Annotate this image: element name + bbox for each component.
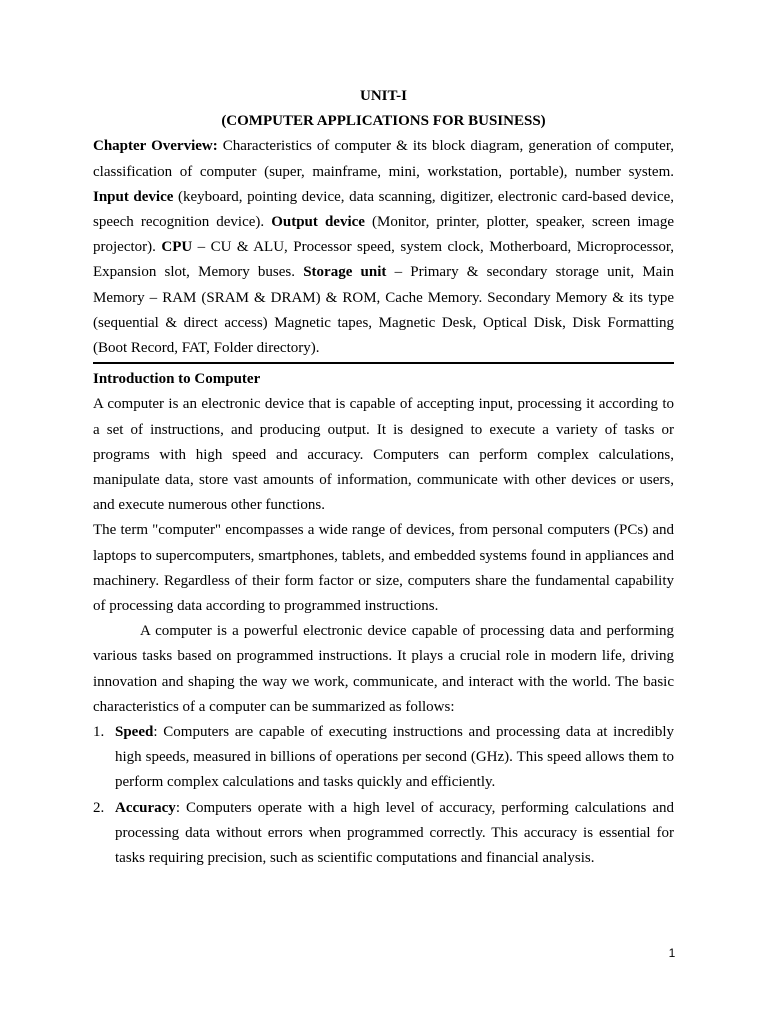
unit-subtitle: (COMPUTER APPLICATIONS FOR BUSINESS) [221, 113, 546, 130]
list-item-term: Accuracy [115, 799, 176, 816]
intro-paragraph-3: A computer is a powerful electronic device capable of processing data and performing various tasks based on programmed instructions. It plays a crucial role in modern life, driving innovation and shaping the way we work, communicate, and interact with the world. The basic characteristics of a computer can be summarized as follows: [93, 623, 674, 715]
characteristics-list [93, 720, 674, 871]
cpu-label: CPU [161, 239, 193, 256]
input-device-text: (keyboard, pointing device, data scanning, digitizer, electronic card-based device, speech recognition device). [93, 188, 675, 231]
input-device-label: Input device [93, 188, 174, 205]
list-item [93, 720, 674, 796]
chapter-overview [93, 134, 674, 364]
list-item-term: Speed [115, 724, 154, 741]
document-page [93, 84, 674, 871]
intro-paragraph-1: A computer is an electronic device that is capable of accepting input, processing it according to a set of instructions, and producing output. It is designed to execute a variety of tasks or programs with high speed and accuracy. Computers can perform complex calculations, manipulate data, store vast amounts of information, communicate with other devices or users, and execute numerous other functions. [93, 396, 674, 514]
list-item [93, 796, 674, 872]
list-item-text: : Computers are capable of executing instructions and processing data at incredibly high speeds, measured in billions of operations per second (GHz). This speed allows them to perform complex calculations and tasks quickly and efficiently. [115, 724, 674, 791]
output-device-label: Output device [271, 214, 365, 231]
unit-title: UNIT-I [360, 88, 407, 104]
list-item-number: 2. [93, 799, 105, 816]
storage-unit-text: – Primary & secondary storage unit, Main Memory – RAM (SRAM & DRAM) & ROM, Cache Memory. Secondary Memory & its type (sequential & direct access) Magnetic tapes, Magnetic Desk, Optical Disk, Disk Formatting (Boot Record, FAT, Folder directory). [93, 264, 674, 357]
storage-unit-label: Storage unit [303, 264, 387, 281]
section-heading: Introduction to Computer [93, 371, 261, 388]
cpu-text: – CU & ALU, Processor speed, system clock, Motherboard, Microprocessor, Expansion slot, Memory buses. [93, 239, 675, 281]
list-item-text: : Computers operate with a high level of accuracy, performing calculations and processing data without errors when programmed correctly. This accuracy is essential for tasks requiring precision, such as scientific computations and financial analysis. [115, 799, 674, 867]
intro-paragraph-2: The term "computer" encompasses a wide range of devices, from personal computers (PCs) and laptops to supercomputers, smartphones, tablets, and embedded systems found in appliances and machinery. Regardless of their form factor or size, computers share the fundamental capability of processing data according to programmed instructions. [93, 522, 674, 615]
overview-text: Characteristics of computer & its block diagram, generation of computer, classification of computer (super, mainframe, mini, workstation, portable), number system. [93, 138, 674, 180]
output-device-text: (Monitor, printer, plotter, speaker, screen image projector). [93, 214, 674, 256]
overview-label: Chapter Overview: [93, 138, 218, 155]
list-item-number: 1. [93, 724, 105, 741]
page-number: 1 [668, 946, 676, 960]
